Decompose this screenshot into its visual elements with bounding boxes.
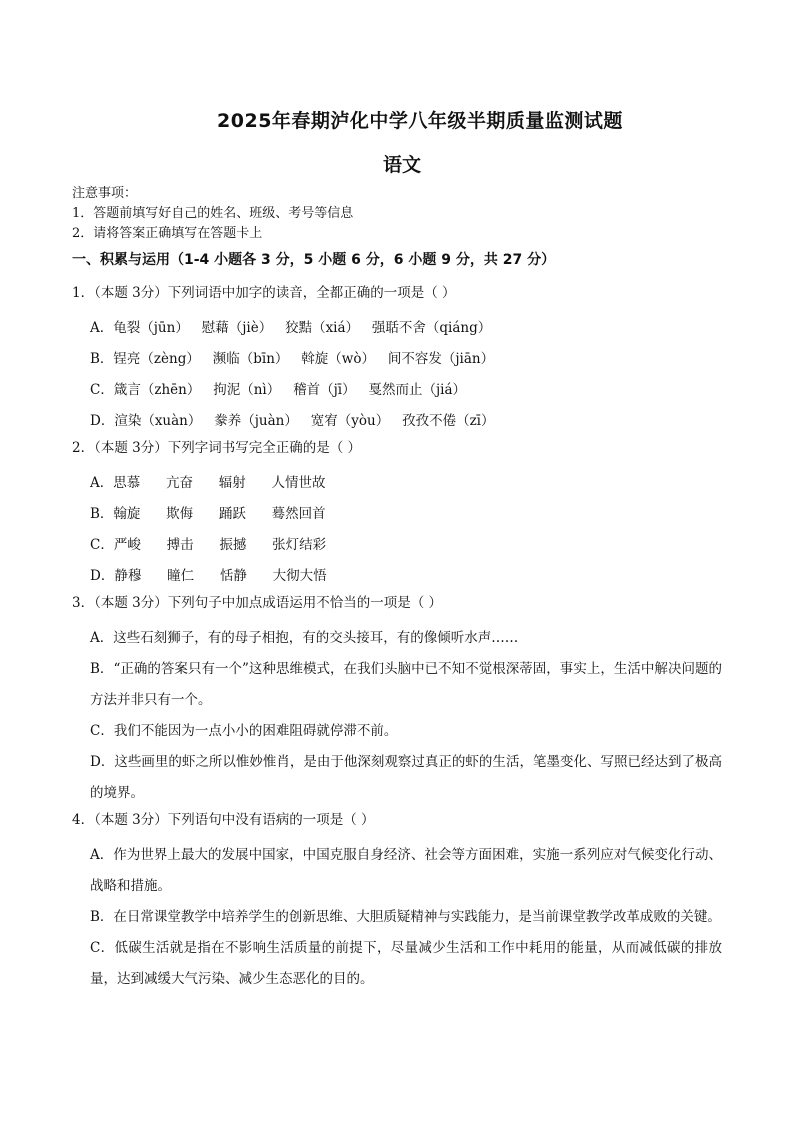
exam-title: 2025年春期泸化中学八年级半期质量监测试题 — [217, 110, 623, 132]
section-heading: 一、积累与运用（1-4 小题各 3 分，5 小题 6 分，6 小题 9 分，共 27 分） — [72, 252, 556, 268]
question-stem: 4．（本题 3分）下列语句中没有语病的一项是（ ） — [72, 812, 375, 828]
notice-block — [72, 184, 353, 244]
subject-title: 语文 — [382, 154, 421, 176]
question-2 — [72, 437, 722, 592]
option-c: C．我们不能因为一点小小的困难阻碍就停滞不前。 — [90, 723, 398, 739]
question-stem: 3．（本题 3分）下列句子中加点成语运用不恰当的一项是（ ） — [72, 595, 443, 611]
question-list — [72, 282, 722, 995]
option-c: C．严峻 搏击 振撼 张灯结彩 — [90, 537, 327, 553]
option-a: A．龟裂（jūn） 慰藉（jiè） 狡黠（xiá） 强聒不舍（qiáng） — [90, 320, 492, 336]
option-b: B．在日常课堂教学中培养学生的创新思维、大胆质疑精神与实践能力，是当前课堂教学改革成败的关键。 — [90, 909, 721, 925]
question-1 — [72, 282, 722, 437]
option-a: A．这些石刻狮子，有的母子相抱，有的交头接耳，有的像倾听水声…… — [90, 630, 519, 646]
notice-heading: 注意事项： — [72, 186, 138, 201]
question-4 — [72, 809, 722, 995]
option-b: B．翰旋 欺侮 踊跃 蓦然回首 — [90, 506, 326, 522]
notice-item: 2．请将答案正确填写在答题卡上 — [72, 226, 263, 241]
option-c: C．低碳生活就是指在不影响生活质量的前提下，尽量减少生活和工作中耗用的能量，从而减低碳的排放量，达到减缓大气污染、减少生态恶化的目的。 — [90, 940, 722, 987]
option-d: D．这些画里的虾之所以惟妙惟肖，是由于他深刻观察过真正的虾的生活，笔墨变化、写照已经达到了极高的境界。 — [90, 754, 722, 801]
question-stem: 2．（本题 3分）下列字词书写完全正确的是（ ） — [72, 440, 362, 456]
option-a: A．作为世界上最大的发展中国家，中国克服自身经济、社会等方面困难，实施一系列应对气候变化行动、战略和措施。 — [90, 847, 722, 894]
notice-item: 1．答题前填写好自己的姓名、班级、考号等信息 — [72, 206, 354, 221]
question-stem: 1．（本题 3分）下列词语中加字的读音，全都正确的一项是（ ） — [72, 285, 456, 301]
option-a: A．思慕 亢奋 辐射 人情世故 — [90, 475, 326, 491]
option-c: C．箴言（zhēn） 拘泥（nì） 稽首（jī） 戛然而止（jiá） — [90, 382, 467, 398]
option-d: D．渲染（xuàn） 豢养（juàn） 宽宥（yòu） 孜孜不倦（zī） — [90, 413, 495, 429]
option-d: D．静穆 瞳仁 恬静 大彻大悟 — [90, 568, 327, 584]
option-b: B．锃亮（zèng） 濒临（bīn） 斡旋（wò） 间不容发（jiān） — [90, 351, 495, 367]
question-3 — [72, 592, 722, 809]
option-b: B．“正确的答案只有一个”这种思维模式，在我们头脑中已不知不觉根深蒂固，事实上，生活中解决问题的方法并非只有一个。 — [90, 661, 722, 708]
